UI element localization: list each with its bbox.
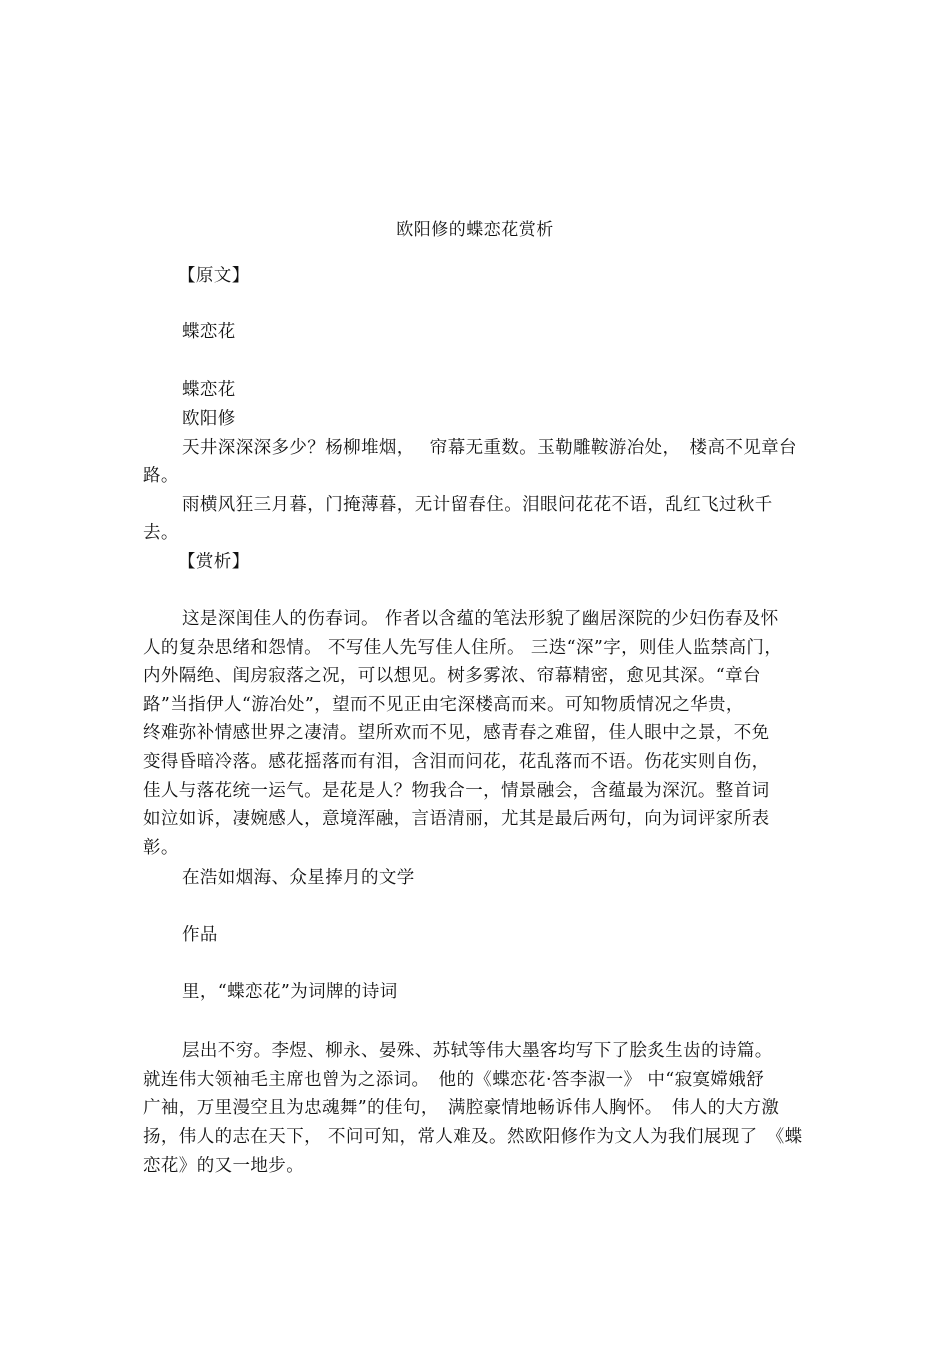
analysis-line: 路”当指伊人“游冶处”，望而不见正由宅深楼高而来。可知物质情况之华贵， bbox=[143, 695, 744, 715]
analysis-line: 如泣如诉，凄婉感人，意境浑融，言语清丽，尤其是最后两句，向为词评家所表 bbox=[143, 809, 770, 829]
closing-line: 扬，伟人的志在天下， 不问可知，常人难及。然欧阳修作为文人为我们展现了 《蝶 bbox=[143, 1127, 803, 1147]
document-title: 欧阳修的蝶恋花赏析 bbox=[396, 220, 554, 240]
analysis-line: 变得昏暗冷落。感花摇落而有泪，含泪而问花，花乱落而不语。伤花实则自伤， bbox=[143, 752, 770, 772]
closing-line: 广袖，万里漫空且为忠魂舞”的佳句， 满腔豪情地畅诉伟人胸怀。 伟人的大方激 bbox=[143, 1098, 780, 1118]
poem-name: 蝶恋花 bbox=[182, 322, 236, 342]
poem-line: 去。 bbox=[143, 523, 179, 543]
text-fragment: 在浩如烟海、众星捧月的文学 bbox=[182, 868, 415, 888]
analysis-line: 这是深闺佳人的伤春词。 作者以含蕴的笔法形貌了幽居深院的少妇伤春及怀 bbox=[182, 609, 779, 629]
poem-line: 路。 bbox=[143, 466, 179, 486]
poem-author: 欧阳修 bbox=[182, 409, 236, 429]
analysis-line: 终难弥补情感世界之凄清。望所欢而不见，感青春之难留，佳人眼中之景，不免 bbox=[143, 723, 770, 743]
poem-line: 天井深深深多少？杨柳堆烟， 帘幕无重数。玉勒雕鞍游冶处， 楼高不见章台 bbox=[182, 438, 797, 458]
original-heading: 【原文】 bbox=[178, 266, 250, 286]
closing-line: 层出不穷。李煜、柳永、晏殊、苏轼等伟大墨客均写下了脍炙生齿的诗篇。 bbox=[182, 1041, 773, 1061]
analysis-heading: 【赏析】 bbox=[178, 552, 250, 572]
poem-title: 蝶恋花 bbox=[182, 380, 236, 400]
analysis-line: 彰。 bbox=[143, 838, 179, 858]
closing-line: 就连伟大领袖毛主席也曾为之添词。 他的《蝶恋花·答李淑一》 中“寂寞嫦娥舒 bbox=[143, 1070, 765, 1090]
text-fragment: 里，“蝶恋花”为词牌的诗词 bbox=[182, 982, 398, 1002]
analysis-line: 内外隔绝、闺房寂落之况，可以想见。树多雾浓、帘幕精密，愈见其深。“章台 bbox=[143, 666, 761, 686]
analysis-line: 人的复杂思绪和怨情。 不写佳人先写佳人住所。 三迭“深”字，则佳人监禁高门， bbox=[143, 638, 783, 658]
closing-line: 恋花》的又一地步。 bbox=[143, 1156, 305, 1176]
text-fragment: 作品 bbox=[182, 925, 218, 945]
analysis-line: 佳人与落花统一运气。是花是人？物我合一，情景融会，含蕴最为深沉。整首词 bbox=[143, 781, 770, 801]
poem-line: 雨横风狂三月暮，门掩薄暮，无计留春住。泪眼问花花不语，乱红飞过秋千 bbox=[182, 495, 773, 515]
